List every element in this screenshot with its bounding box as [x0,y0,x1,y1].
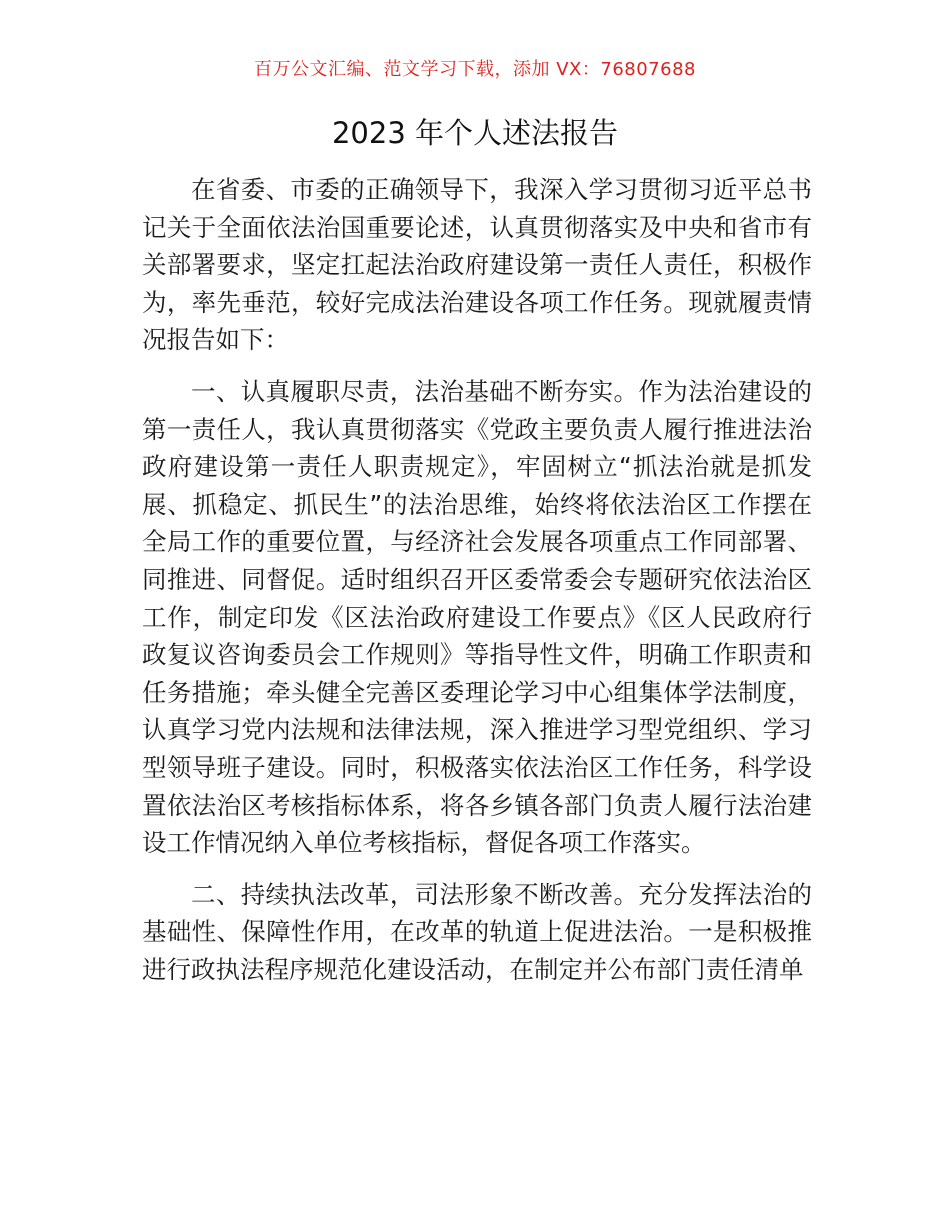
paragraph-section-1: 一、认真履职尽责，法治基础不断夯实。作为法治建设的第一责任人，我认真贯彻落实《党政主要负责人履行推进法治政府建设第一责任人职责规定》，牢固树立“抓法治就是抓发展、抓稳定、抓民生”的法治思维，始终将依法治区工作摆在全局工作的重要位置，与经济社会发展各项重点工作同部署、同推进、同督促。适时组织召开区委常委会专题研究依法治区工作，制定印发《区法治政府建设工作要点》《区人民政府行政复议咨询委员会工作规则》等指导性文件，明确工作职责和任务措施；牵头健全完善区委理论学习中心组集体学法制度，认真学习党内法规和法律法规，深入推进学习型党组织、学习型领导班子建设。同时，积极落实依法治区工作任务，科学设置依法治区考核指标体系，将各乡镇各部门负责人履行法治建设工作情况纳入单位考核指标，督促各项工作落实。 [142,376,812,858]
paragraph-section-2: 二、持续执法改革，司法形象不断改善。充分发挥法治的基础性、保障性作用，在改革的轨道上促进法治。一是积极推进行政执法程序规范化建设活动，在制定并公布部门责任清单 [142,879,812,984]
document-title: 2023 年个人述法报告 [331,116,619,150]
header-watermark-note: 百万公文汇编、范文学习下载，添加 VX：76807688 [254,59,696,80]
paragraph-intro: 在省委、市委的正确领导下，我深入学习贯彻习近平总书记关于全面依法治国重要论述，认真贯彻落实及中央和省市有关部署要求，坚定扛起法治政府建设第一责任人责任，积极作为，率先垂范，较好完成法治建设各项工作任务。现就履责情况报告如下： [142,175,812,355]
document-body [142,171,812,1002]
